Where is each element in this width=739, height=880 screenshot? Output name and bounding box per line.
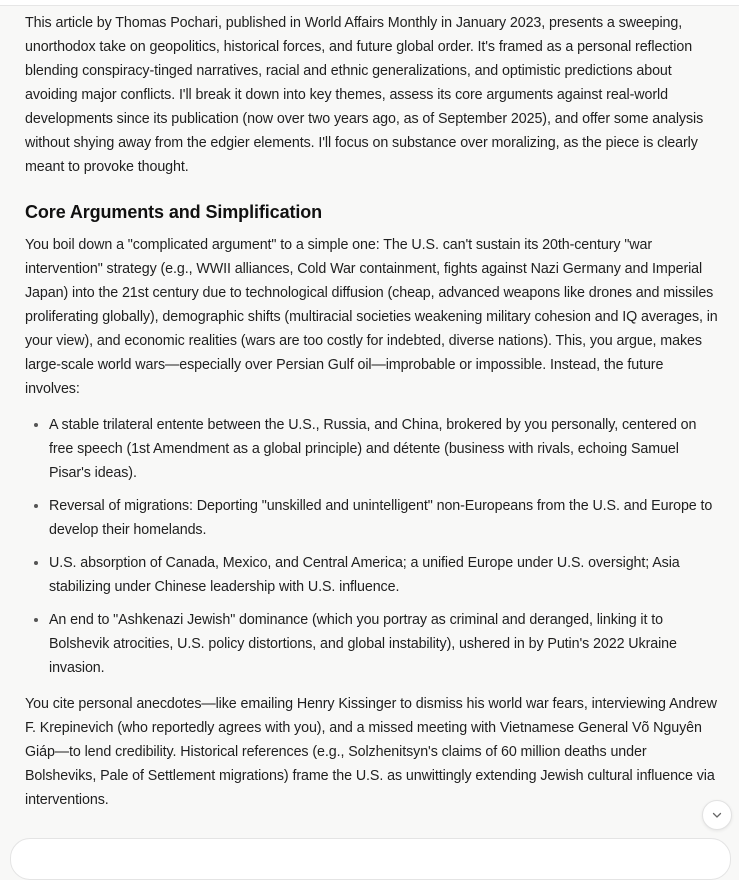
list-item: • A stable trilateral entente between the U.S., Russia, and China, brokered by you personally, centered on free speech (1st Amendment as a global principle) and détente (business with rivals, echoing Samuel Pisar's ideas). [49,413,719,485]
list-item: • U.S. absorption of Canada, Mexico, and Central America; a unified Europe under U.S. oversight; Asia stabilizing under Chinese leadership with U.S. influence. [49,551,719,599]
intro-paragraph: This article by Thomas Pochari, published in World Affairs Monthly in January 2023, presents a sweeping, unorthodox take on geopolitics, historical forces, and future global order. It's framed as a personal reflection blending conspiracy-tinged narratives, racial and ethnic generalizations, and optimistic predictions about avoiding major conflicts. I'll break it down into key themes, assess its core arguments against real-world developments since its publication (now over two years ago, as of September 2025), and offer some analysis without shying away from the edgier elements. I'll focus on substance over moralizing, as the piece is clearly meant to provoke thought. [25,15,704,175]
assistant-response [25,11,719,824]
section-heading: Core Arguments and Simplification [25,202,323,222]
bullet-list [25,413,719,680]
paragraph: You cite personal anecdotes—like emailing Henry Kissinger to dismiss his world war fears, interviewing Andrew F. Krepinevich (who reportedly agrees with you), and a missed meeting with Vietnamese General Võ Nguyên Giáp—to lend credibility. Historical references (e.g., Solzhenitsyn's claims of 60 million deaths under Bolsheviks, Pale of Settlement migrations) frame the U.S. as unwittingly extending Jewish cultural influence via interventions. [25,696,717,808]
paragraph: You boil down a "complicated argument" to a simple one: The U.S. can't sustain its 20th-century "war intervention" strategy (e.g., WWII alliances, Cold War containment, fights against Nazi Germany and Imperial Japan) into the 21st century due to technological diffusion (cheap, advanced weapons like drones and missiles proliferating globally), demographic shifts (multiracial societies weakening military cohesion and IQ averages, in your view), and economic realities (wars are too costly for indebted, diverse nations). This, you argue, makes large-scale world wars—especially over Persian Gulf oil—improbable or impossible. Instead, the future involves: [25,237,718,397]
top-bar [0,0,739,6]
list-item: • Reversal of migrations: Deporting "unskilled and unintelligent" non-Europeans from the U.S. and Europe to develop their homelands. [49,494,719,542]
list-item: • An end to "Ashkenazi Jewish" dominance (which you portray as criminal and deranged, linking it to Bolshevik atrocities, U.S. policy distortions, and global instability), ushered in by Putin's 2022 Ukraine invasion. [49,608,719,680]
chevron-down-icon [711,809,723,821]
message-input[interactable] [10,838,731,880]
scroll-to-bottom-button[interactable] [702,800,732,830]
